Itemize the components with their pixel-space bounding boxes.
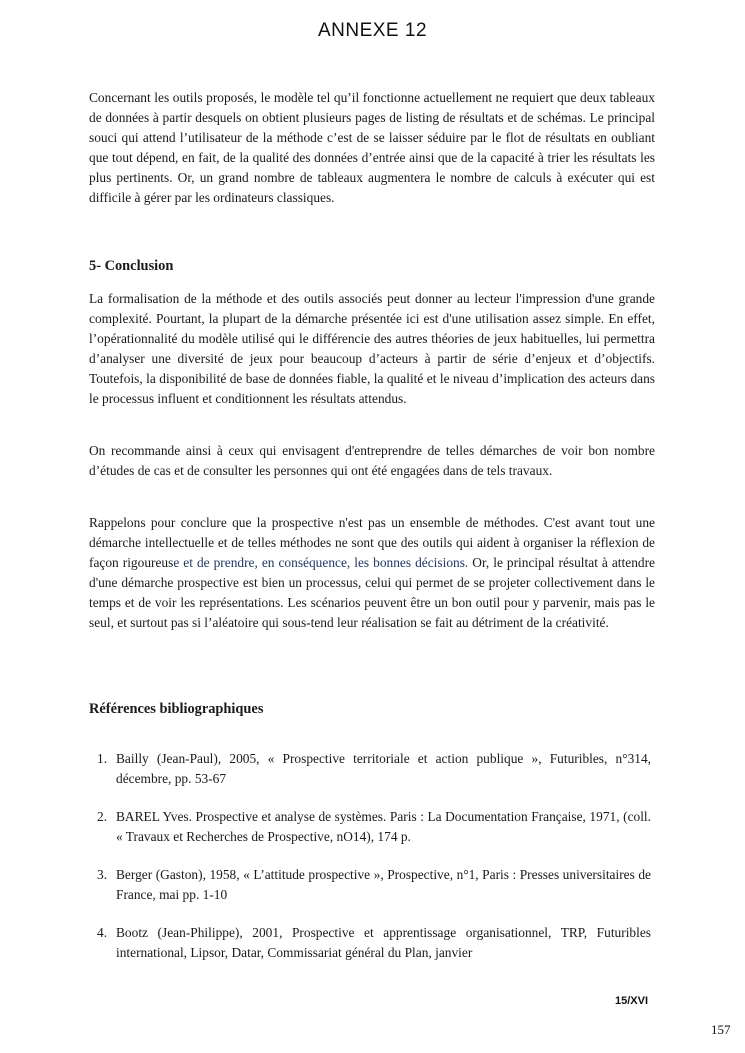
reference-text: Bootz (Jean-Philippe), 2001, Prospective et apprentissage organisationnel, TRP, Futuribles international, Lipsor, Datar, Commissariat général du Plan, janvier xyxy=(116,925,651,960)
references-list xyxy=(89,749,651,981)
paragraph-3-text-a: Rappelons pour conclure que la prospective n'est pas un ensemble de méthodes. C'est avant tout une démarche intellectuelle et de telles méthodes ne sont que des outils qui aident à organiser la réflexion de façon rigoureus xyxy=(89,515,655,570)
conclusion-paragraph-1: La formalisation de la méthode et des outils associés peut donner au lecteur l'impression d'une grande complexité. Pourtant, la plupart de la démarche présentée ici est d'une utilisation assez simple. En effet, l’opérationnalité du modèle utilisé qui le différencie des autres théories de jeux habituelles, lui permettra d’analyser une diversité de jeux pour beaucoup d’acteurs à partir de série d’enjeux et d’objectifs. Toutefois, la disponibilité de base de données fiable, la qualité et le niveau d’implication des acteurs dans le processus influent et conditionnent les résultats attendus. xyxy=(89,291,655,406)
paragraph-3-highlighted-text: e et de prendre, en conséquence, les bonnes décisions. xyxy=(173,555,469,570)
reference-item xyxy=(89,923,651,963)
reference-number: 1. xyxy=(97,751,108,766)
intro-paragraph: Concernant les outils proposés, le modèle tel qu’il fonctionne actuellement ne requiert que deux tableaux de données à partir desquels on obtient plusieurs pages de listing de résultats et de schémas. Le principal souci qui attend l’utilisateur de la méthode c’est de se laisser séduire par le flot de résultats en oubliant que tout dépend, en fait, de la qualité des données d’entrée ainsi que de la capacité à trier les résultats les plus pertinents. Or, un grand nombre de tableaux augmentera le nombre de calculs à exécuter qui est difficile à gérer par les ordinateurs classiques. xyxy=(89,90,655,205)
reference-number: 3. xyxy=(97,867,108,882)
conclusion-paragraph-2: On recommande ainsi à ceux qui envisagent d'entreprendre de telles démarches de voir bon nombre d’études de cas et de consulter les personnes qui ont été engagées dans de tels travaux. xyxy=(89,443,655,478)
reference-text: Bailly (Jean-Paul), 2005, « Prospective territoriale et action publique », Futuribles, n°314, décembre, pp. 53-67 xyxy=(116,751,651,786)
conclusion-heading: 5- Conclusion xyxy=(89,258,174,274)
reference-text: Berger (Gaston), 1958, « L’attitude prospective », Prospective, n°1, Paris : Presses universitaires de France, mai pp. 1-10 xyxy=(116,867,651,902)
page-title: ANNEXE 12 xyxy=(317,20,428,41)
page-number: 157 xyxy=(711,1022,731,1037)
references-heading: Références bibliographiques xyxy=(89,701,264,717)
reference-item xyxy=(89,749,651,789)
paragraph-3-text-b: Or, le principal résultat à attendre d'une démarche prospective est bien un processus, celui qui permet de se projeter collectivement dans le temps et de voir les représentations. Les scénarios peuvent être un bon outil pour y parvenir, mais pas le seul, et surtout pas si l’aléatoire qui sous-tend leur réalisation se fait au détriment de la créativité. xyxy=(89,555,655,630)
reference-item xyxy=(89,807,651,847)
conclusion-paragraph-3 xyxy=(89,513,655,633)
reference-number: 2. xyxy=(97,809,108,824)
footer-code: 15/XVI xyxy=(615,995,649,1007)
reference-item xyxy=(89,865,651,905)
reference-text: BAREL Yves. Prospective et analyse de systèmes. Paris : La Documentation Française, 1971, (coll. « Travaux et Recherches de Prospective, nO14), 174 p. xyxy=(116,809,651,844)
reference-number: 4. xyxy=(97,925,108,940)
